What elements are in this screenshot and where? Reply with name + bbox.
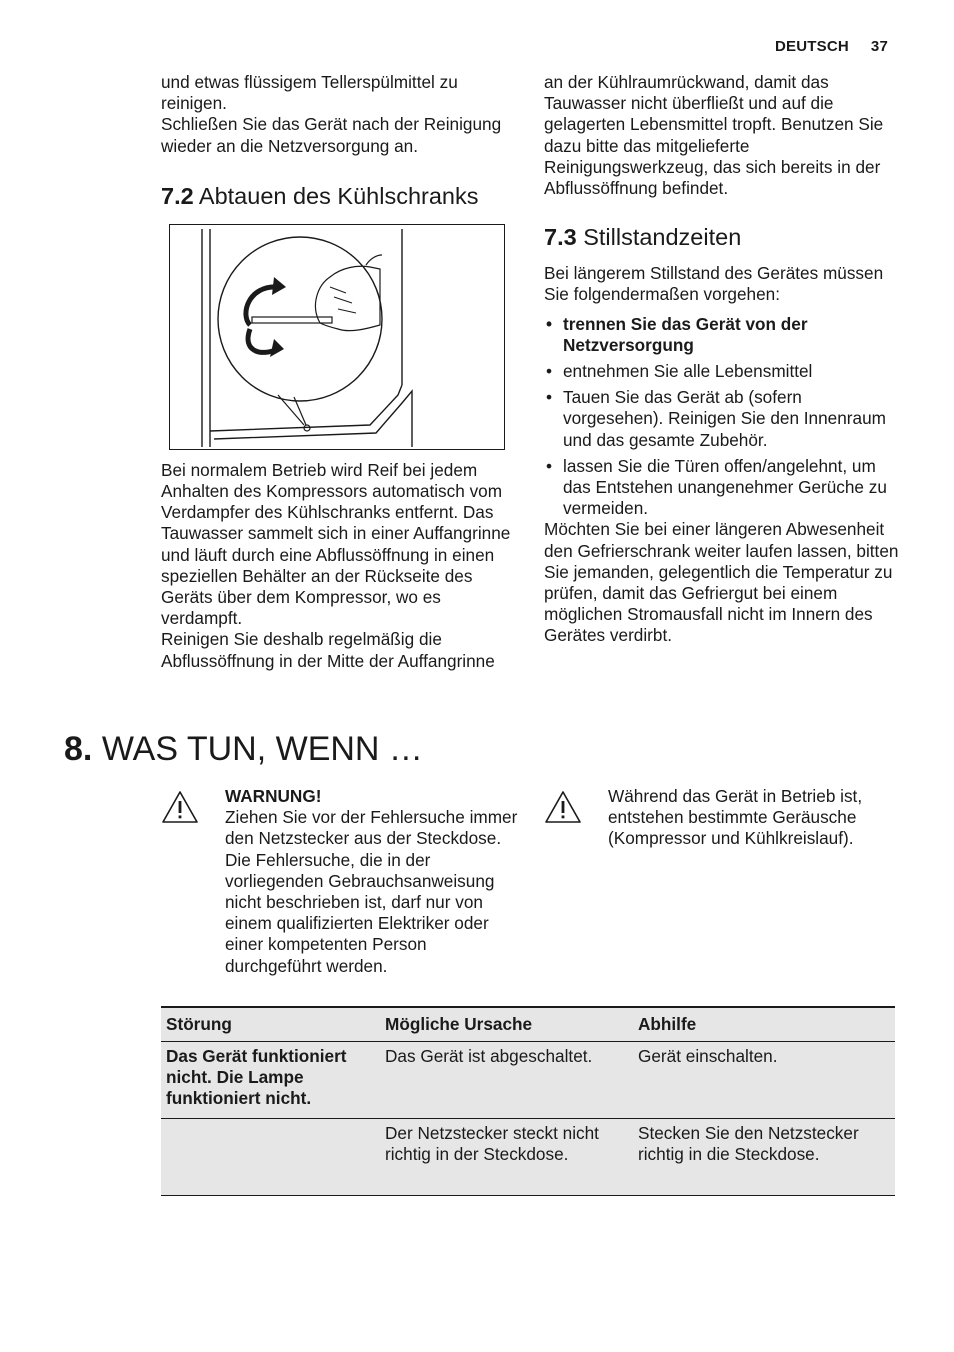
column-header: Abhilfe [633, 1007, 895, 1042]
list-item: • trennen Sie das Gerät von der Netzversorgung [544, 314, 899, 356]
clean-drain-paragraph: Reinigen Sie deshalb regelmäßig die Abflussöffnung in der Mitte der Auffangrinne [161, 629, 495, 671]
absence-paragraph: Möchten Sie bei einer längeren Abwesenheit den Gefrierschrank weiter laufen lassen, bitten Sie jemanden, gelegentlich die Temperatur zu prüfen, damit das Gefriergut bei einem möglichen Stromausfall nicht im Innern des Gerätes verdirbt. [544, 519, 899, 646]
defrost-illustration [169, 224, 505, 450]
section-number: 7.3 [544, 224, 577, 251]
section-label: DEUTSCH [775, 38, 849, 55]
table-row [161, 1119, 895, 1196]
column-header: Mögliche Ursache [380, 1007, 633, 1042]
remedy-cell: Gerät einschalten. [633, 1042, 895, 1119]
chapter-title: WAS TUN, WENN … [101, 730, 423, 768]
warning-text: Die Fehlersuche, die in der vorliegenden Gebrauchsanweisung nicht beschrieben ist, darf nur von einem qualifizierten Elektriker oder einer kompetenten Person durchgeführt werden. [225, 849, 495, 976]
section-7-2-heading [161, 182, 511, 210]
standstill-intro: Bei längerem Stillstand des Gerätes müssen Sie folgendermaßen vorgehen: [544, 263, 884, 305]
section-title: Stillstandzeiten [583, 224, 742, 251]
left-column [161, 72, 511, 672]
section-number: 7.2 [161, 182, 194, 209]
column-header: Störung [161, 1007, 380, 1042]
fault-cell: Das Gerät funktioniert nicht. Die Lampe funktioniert nicht. [161, 1042, 380, 1119]
standstill-list [544, 314, 899, 520]
cause-cell: Der Netzstecker steckt nicht richtig in der Steckdose. [380, 1119, 633, 1196]
page-number: 37 [870, 38, 888, 55]
page-header [775, 38, 888, 55]
reconnect-text: Schließen Sie das Gerät nach der Reinigung wieder an die Netzversorgung an. [161, 114, 502, 156]
cleaning-text: und etwas flüssigem Tellerspülmittel zu reinigen. [161, 72, 458, 114]
cause-cell: Das Gerät ist abgeschaltet. [380, 1042, 633, 1119]
troubleshooting-table [161, 1006, 895, 1196]
chapter-heading [64, 728, 423, 770]
table-row [161, 1042, 895, 1119]
warning-icon [544, 790, 582, 824]
warning-icon [161, 790, 199, 824]
continued-text: an der Kühlraumrückwand, damit das Tauwasser nicht überfließt und auf die gelagerten Lebensmittel tropft. Benutzen Sie dazu bitte das mitgelieferte Reinigungswerkzeug, das sich bereits in der Abflussöffnung befindet. [544, 72, 884, 199]
list-item: • lassen Sie die Türen offen/angelehnt, um das Entstehen unangenehmer Gerüche zu vermeiden. [544, 456, 899, 520]
chapter-number: 8. [64, 730, 93, 768]
list-item: • Tauen Sie das Gerät ab (sofern vorgesehen). Reinigen Sie den Innenraum und das gesamte Zubehör. [544, 387, 899, 451]
warning-text: Ziehen Sie vor der Fehlersuche immer den Netzstecker aus der Steckdose. [225, 807, 518, 849]
defrost-drawing [170, 225, 504, 449]
remedy-cell: Stecken Sie den Netzstecker richtig in die Steckdose. [633, 1119, 895, 1196]
section-7-3-heading [544, 223, 899, 251]
right-column [544, 72, 899, 647]
table-header-row [161, 1007, 895, 1042]
caution-text: Während das Gerät in Betrieb ist, entstehen bestimmte Geräusche (Kompressor und Kühlkreislauf). [608, 786, 863, 849]
warning-title: WARNUNG! [225, 786, 322, 806]
fault-cell [161, 1119, 380, 1196]
section-title: Abtauen des Kühlschranks [198, 182, 479, 209]
list-item: • entnehmen Sie alle Lebensmittel [544, 361, 899, 382]
defrost-paragraph: Bei normalem Betrieb wird Reif bei jedem Anhalten des Kompressors automatisch vom Verdampfer des Kühlschranks entfernt. Das Tauwasser sammelt sich in einer Auffangrinne und läuft durch eine Abflussöffnung in einen speziellen Behälter an der Rückseite des Geräts über dem Kompressor, wo es verdampft. [161, 459, 511, 629]
